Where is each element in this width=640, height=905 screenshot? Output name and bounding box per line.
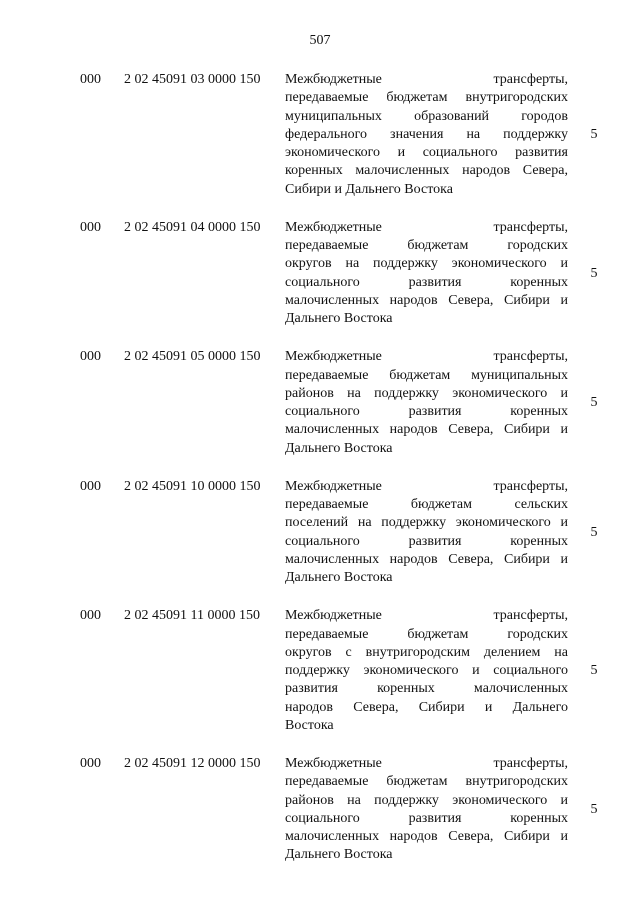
table-row — [0, 348, 640, 458]
description-line: малочисленных народов Севера, Сибири и — [285, 551, 568, 567]
admin-code: 000 — [80, 756, 101, 771]
kbk-code: 2 02 45091 11 0000 150 — [124, 608, 260, 624]
entry-description — [285, 71, 568, 199]
description-line: социального развития коренных — [285, 274, 568, 290]
norm-value: 5 — [590, 265, 598, 281]
entry-description — [285, 478, 568, 588]
description-line: передаваемые бюджетам городских — [285, 238, 568, 253]
description-line: Сибири и Дальнего Востока — [285, 181, 453, 197]
description-line: Межбюджетные трансферты, — [285, 478, 568, 494]
admin-code: 000 — [80, 219, 101, 235]
kbk-code: 2 02 45091 03 0000 150 — [124, 72, 261, 87]
description-line: социального развития коренных — [285, 404, 568, 419]
description-line: районов на поддержку экономического и — [285, 385, 568, 401]
description-line: малочисленных народов Севера, Сибири и — [285, 292, 568, 308]
description-line: Дальнего Востока — [285, 311, 393, 326]
description-line: коренных малочисленных народов Севера, — [285, 163, 568, 179]
table-row — [0, 71, 640, 199]
admin-code: 000 — [80, 72, 101, 87]
norm-value: 5 — [590, 801, 598, 817]
kbk-code: 2 02 45091 12 0000 150 — [124, 756, 261, 771]
norm-value: 5 — [590, 395, 598, 410]
description-line: народов Севера, Сибири и Дальнего — [285, 699, 568, 715]
norm-value: 5 — [590, 524, 598, 540]
description-line: передаваемые бюджетам сельских — [285, 497, 568, 512]
description-line: малочисленных народов Севера, Сибири и — [285, 422, 568, 438]
description-line: Востока — [285, 717, 334, 733]
admin-code: 000 — [80, 349, 101, 365]
description-line: социального развития коренных — [285, 810, 568, 826]
description-line: поддержку экономического и социального — [285, 663, 568, 678]
description-line: Дальнего Востока — [285, 570, 393, 585]
description-line: поселений на поддержку экономического и — [285, 515, 568, 531]
entry-description — [285, 607, 568, 735]
description-line: округов с внутригородским делением на — [285, 644, 568, 660]
admin-code: 000 — [80, 478, 101, 494]
description-line: федерального значения на поддержку — [285, 126, 568, 142]
kbk-code: 2 02 45091 05 0000 150 — [124, 349, 261, 365]
description-line: муниципальных образований городов — [285, 108, 568, 124]
description-line: передаваемые бюджетам внутригородских — [285, 774, 568, 790]
description-line: развития коренных малочисленных — [285, 681, 568, 697]
description-line: округов на поддержку экономического и — [285, 256, 568, 272]
norm-value: 5 — [590, 126, 598, 142]
description-line: Межбюджетные трансферты, — [285, 756, 568, 771]
table-row — [0, 478, 640, 588]
table-row — [0, 607, 640, 735]
description-line: Дальнего Востока — [285, 847, 393, 863]
table-row — [0, 755, 640, 865]
table-row — [0, 219, 640, 329]
description-line: малочисленных народов Севера, Сибири и — [285, 829, 568, 844]
description-line: передаваемые бюджетам муниципальных — [285, 367, 568, 383]
entries-table — [0, 71, 640, 885]
description-line: районов на поддержку экономического и — [285, 792, 568, 808]
entry-description — [285, 348, 568, 458]
page-number: 507 — [309, 33, 331, 48]
description-line: Межбюджетные трансферты, — [285, 349, 568, 365]
description-line: социального развития коренных — [285, 533, 568, 549]
description-line: Дальнего Востока — [285, 440, 393, 456]
description-line: Межбюджетные трансферты, — [285, 72, 568, 87]
entry-description — [285, 755, 568, 865]
description-line: передаваемые бюджетам внутригородских — [285, 90, 568, 106]
description-line: передаваемые бюджетам городских — [285, 626, 568, 642]
description-line: Межбюджетные трансферты, — [285, 608, 568, 624]
description-line: Межбюджетные трансферты, — [285, 219, 568, 235]
norm-value: 5 — [590, 663, 598, 679]
entry-description — [285, 219, 568, 329]
kbk-code: 2 02 45091 04 0000 150 — [124, 219, 261, 235]
description-line: экономического и социального развития — [285, 145, 568, 160]
kbk-code: 2 02 45091 10 0000 150 — [124, 478, 261, 494]
admin-code: 000 — [80, 608, 101, 624]
